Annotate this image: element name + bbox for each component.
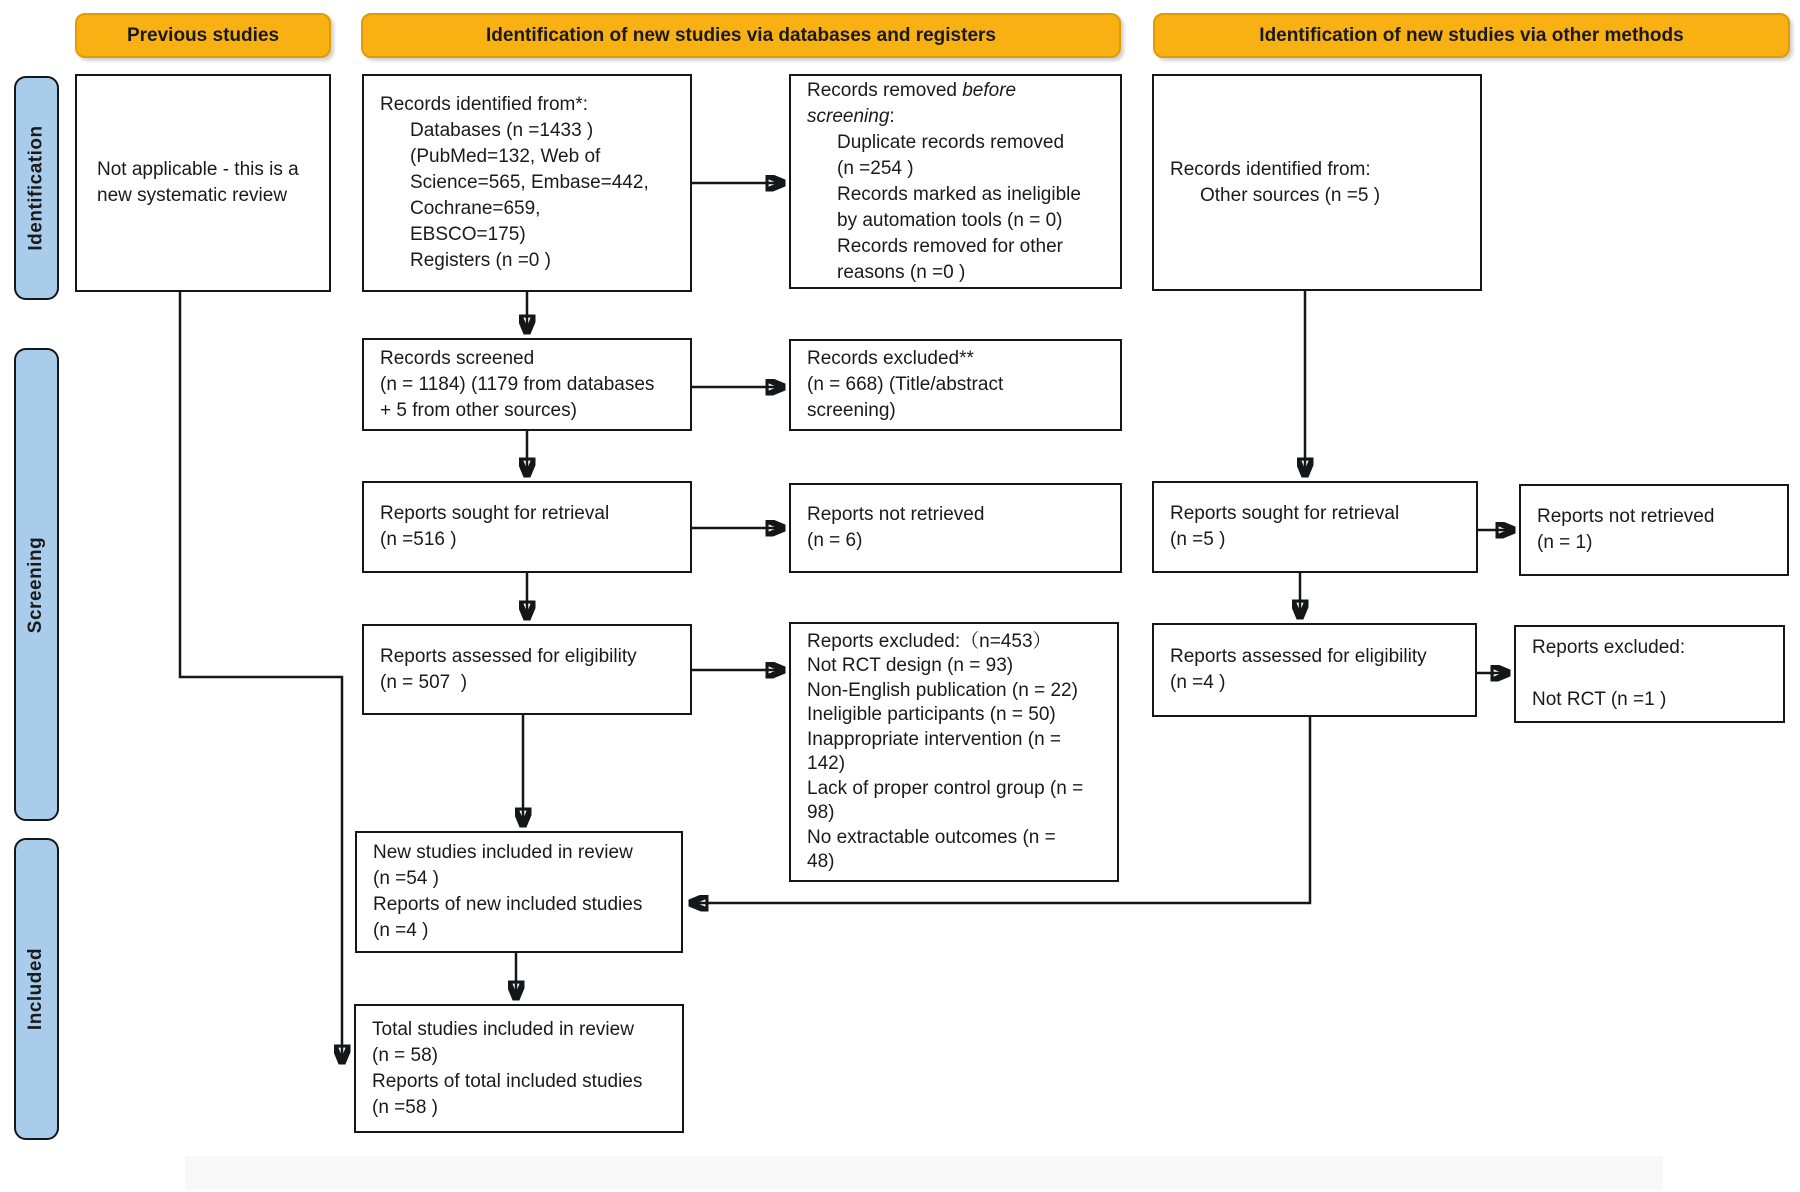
box-line: Reports not retrieved — [1537, 506, 1715, 527]
box-total-studies-included — [354, 1004, 684, 1133]
box-line: Non-English publication (n = 22) — [807, 679, 1078, 701]
box-line: (n =4 ) — [373, 920, 429, 941]
box-line — [1532, 661, 1773, 687]
box-line: Total studies included in review — [372, 1018, 634, 1040]
box-line: No extractable outcomes (n = — [807, 826, 1056, 848]
box-line: 98) — [807, 802, 835, 823]
box-line: (n =254 ) — [837, 157, 914, 179]
box-line: Registers (n =0 ) — [410, 250, 551, 271]
box-line: Reports of total included studies — [372, 1070, 643, 1092]
stage-label-included-text: Included — [25, 947, 47, 1031]
box-line: Other sources (n =5 ) — [1200, 184, 1381, 206]
box-line: Records removed before — [807, 79, 1017, 101]
box-line: Not applicable - this is a — [97, 159, 299, 180]
box-line: Records removed for other — [837, 235, 1063, 257]
box-reports-not-retrieved-other — [1519, 484, 1789, 576]
box-line: Not RCT (n =1 ) — [1532, 689, 1667, 710]
box-line: Reports assessed for eligibility — [1170, 646, 1427, 667]
box-records-identified-other-sources — [1152, 74, 1482, 291]
stage-label-screening-text: Screening — [25, 536, 47, 633]
box-line: (n = 668) (Title/abstract — [807, 374, 1004, 395]
arrow-previous-studies-to-total — [180, 292, 342, 1063]
box-line: (n = 1184) (1179 from databases — [380, 373, 655, 395]
box-line: reasons (n =0 ) — [837, 261, 966, 283]
box-line: EBSCO=175) — [410, 224, 526, 245]
box-line: Databases (n =1433 ) — [410, 120, 594, 141]
box-line: (n = 6) — [807, 530, 863, 551]
box-line: Records excluded** — [807, 348, 974, 369]
box-line: 142) — [807, 753, 846, 774]
box-new-studies-included — [355, 831, 683, 953]
box-line: Records identified from: — [1170, 158, 1371, 180]
box-line: Reports excluded:（n=453） — [807, 630, 1052, 652]
box-reports-sought-databases — [362, 481, 692, 573]
box-not-applicable — [75, 74, 331, 292]
box-line: Inappropriate intervention (n = — [807, 728, 1062, 750]
box-line: (n =4 ) — [1170, 672, 1226, 693]
box-line: Reports assessed for eligibility — [380, 645, 637, 667]
box-line: Reports excluded: — [1532, 637, 1686, 658]
box-line: Records marked as ineligible — [837, 183, 1081, 205]
box-line: Cochrane=659, — [410, 198, 541, 219]
box-line: Records screened — [380, 347, 535, 369]
box-line: Ineligible participants (n = 50) — [807, 704, 1056, 725]
box-records-excluded — [789, 339, 1122, 431]
box-line: (n = 507 ) — [380, 671, 468, 693]
box-line: New studies included in review — [373, 842, 633, 863]
box-line: by automation tools (n = 0) — [837, 209, 1063, 231]
box-lines — [807, 130, 1110, 286]
stage-label-identification-text: Identification — [25, 125, 47, 251]
box-records-removed-before-screening — [789, 74, 1122, 289]
box-line: Reports sought for retrieval — [1170, 503, 1400, 524]
box-line: (n =54 ) — [373, 868, 440, 889]
box-line: (PubMed=132, Web of — [410, 146, 601, 167]
box-reports-assessed-other — [1152, 623, 1477, 717]
box-line: Lack of proper control group (n = — [807, 777, 1084, 799]
box-records-screened — [362, 338, 692, 431]
box-line: 48) — [807, 851, 835, 872]
box-reports-not-retrieved-databases — [789, 483, 1122, 573]
box-line: (n = 58) — [372, 1044, 439, 1066]
box-line: Records identified from*: — [380, 94, 589, 115]
box-line: Reports of new included studies — [373, 894, 643, 915]
box-line: Reports not retrieved — [807, 504, 985, 525]
box-line: Reports sought for retrieval — [380, 503, 610, 524]
box-line: screening: — [807, 105, 895, 127]
column-header-other-methods: Identification of new studies via other methods — [1153, 13, 1790, 58]
box-line: Science=565, Embase=442, — [410, 172, 649, 193]
box-line: new systematic review — [97, 185, 288, 206]
box-reports-excluded-databases — [789, 622, 1119, 882]
footer-band — [185, 1156, 1663, 1190]
box-line: (n =58 ) — [372, 1096, 439, 1118]
box-line: Not RCT design (n = 93) — [807, 655, 1014, 676]
box-line: (n = 1) — [1537, 532, 1593, 553]
box-records-identified-databases — [362, 74, 692, 292]
box-line: Duplicate records removed — [837, 131, 1065, 153]
box-reports-assessed-databases — [362, 624, 692, 715]
box-line: + 5 from other sources) — [380, 399, 577, 421]
column-header-databases-registers: Identification of new studies via databases and registers — [361, 13, 1121, 58]
stage-label-identification — [14, 76, 59, 300]
box-reports-sought-other — [1152, 481, 1478, 573]
column-header-previous-studies: Previous studies — [75, 13, 331, 58]
stage-label-included — [14, 838, 59, 1140]
box-reports-excluded-other — [1514, 625, 1785, 723]
box-line: screening) — [807, 400, 896, 421]
box-line: (n =516 ) — [380, 529, 457, 550]
box-line: (n =5 ) — [1170, 529, 1226, 550]
stage-label-screening — [14, 348, 59, 821]
